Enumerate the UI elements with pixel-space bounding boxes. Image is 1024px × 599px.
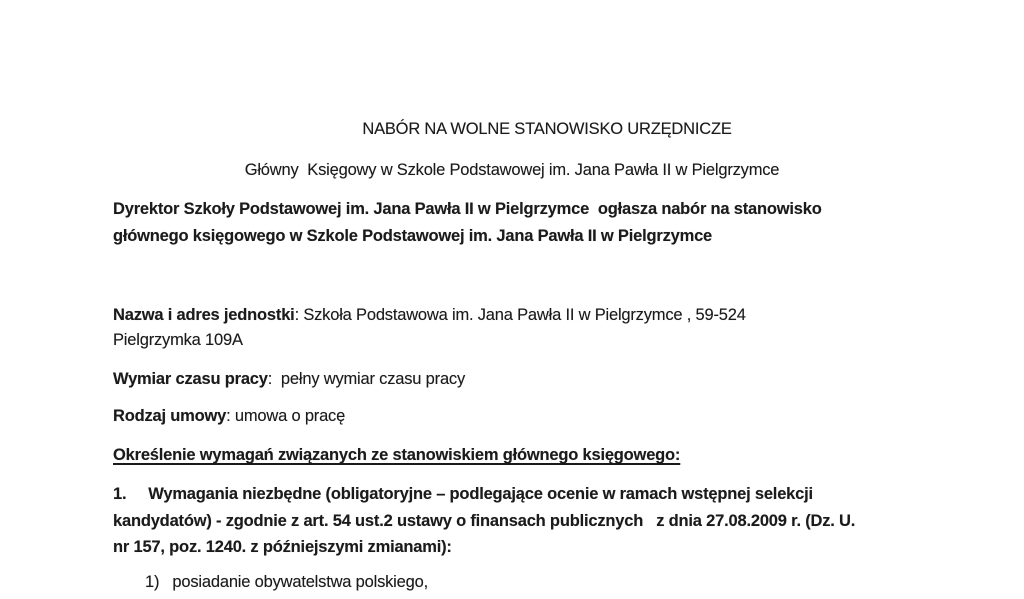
unit-name-label: Nazwa i adres jednostki — [113, 306, 295, 324]
contract-type-label: Rodzaj umowy — [113, 407, 227, 425]
requirements-intro-line-2: kandydatów) - zgodnie z art. 54 ust.2 ustawy o finansach publicznych z dnia 27.08.2009 r. (Dz. U. — [113, 512, 856, 530]
working-time-line — [113, 369, 465, 389]
working-time-value: : pełny wymiar czasu pracy — [267, 370, 466, 388]
contract-type-line — [113, 406, 345, 426]
requirement-item-1: 1) posiadanie obywatelstwa polskiego, — [145, 573, 428, 591]
unit-name-value: : Szkoła Podstawowa im. Jana Pawła II w Pielgrzymce , 59-524 — [294, 306, 746, 324]
requirements-intro-line-3: nr 157, poz. 1240. z późniejszymi zmianami): — [113, 538, 452, 556]
requirements-heading: Określenie wymagań związanych ze stanowiskiem głównego księgowego: — [113, 446, 681, 464]
unit-name-line-1 — [113, 305, 746, 325]
document-title: NABÓR NA WOLNE STANOWISKO URZĘDNICZE — [362, 120, 732, 138]
working-time-label: Wymiar czasu pracy — [113, 370, 268, 388]
document-subtitle: Główny Księgowy w Szkole Podstawowej im. Jana Pawła II w Pielgrzymce — [244, 161, 780, 179]
intro-paragraph-line-2: głównego księgowego w Szkole Podstawowej im. Jana Pawła II w Pielgrzymce — [113, 227, 713, 245]
requirements-intro-line-1: 1. Wymagania niezbędne (obligatoryjne – podlegające ocenie w ramach wstępnej selekcji — [113, 485, 813, 503]
contract-type-value: : umowa o pracę — [226, 407, 346, 425]
intro-paragraph-line-1: Dyrektor Szkoły Podstawowej im. Jana Pawła II w Pielgrzymce ogłasza nabór na stanowisko — [113, 200, 822, 218]
unit-name-line-2: Pielgrzymka 109A — [113, 331, 243, 349]
